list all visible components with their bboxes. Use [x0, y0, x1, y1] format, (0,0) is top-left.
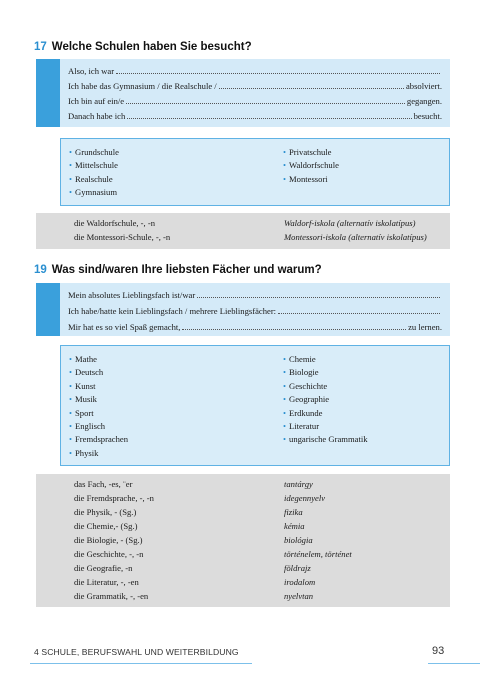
list-item: • Literatur: [283, 420, 320, 431]
sentence-end: besucht.: [413, 111, 442, 121]
list-item: • Fremdsprachen: [69, 434, 128, 445]
bullet-icon: •: [69, 394, 73, 405]
bullet-icon: •: [69, 407, 73, 418]
hungarian-translation: nyelvtan: [284, 591, 314, 601]
list-item: • Grundschule: [69, 147, 119, 157]
hungarian-translation: Montessori-iskola (alternatív iskolatípus): [284, 232, 427, 242]
blank-dots[interactable]: [219, 87, 404, 89]
list-item: • Musik: [69, 394, 97, 405]
blank-dots[interactable]: [278, 312, 440, 314]
sentence-line: [68, 303, 442, 316]
sentence-start: Ich bin auf ein/e: [68, 96, 125, 106]
hungarian-translation: tantárgy: [284, 479, 313, 489]
footer-rule: [30, 663, 252, 664]
vocab-box-19: [36, 474, 450, 607]
sentence-line: [68, 78, 442, 91]
sentence-start: Also, ich war: [68, 66, 115, 76]
bullet-icon: •: [283, 420, 287, 431]
bullet-icon: •: [283, 380, 287, 391]
section-17-title: [34, 41, 252, 53]
sentence-starters-17: [36, 59, 450, 127]
page-number: 93: [432, 645, 445, 657]
german-term: die Fremdsprache, -, -n: [74, 493, 154, 503]
bullet-icon: •: [283, 354, 287, 364]
sentence-end: gegangen.: [406, 96, 442, 106]
hungarian-translation: kémia: [284, 521, 305, 531]
list-item: • Geschichte: [283, 380, 328, 391]
vocab-row: [36, 493, 450, 506]
list-item: • Deutsch: [69, 367, 104, 378]
bullet-icon: •: [69, 434, 73, 445]
bullet-icon: •: [69, 147, 73, 157]
hungarian-translation: biológia: [284, 535, 313, 545]
bullet-icon: •: [69, 160, 73, 171]
list-item: • Erdkunde: [283, 407, 323, 418]
bullet-icon: •: [283, 434, 287, 445]
vocab-row: [36, 479, 450, 492]
blank-dots[interactable]: [127, 117, 411, 119]
sentence-start: Ich habe/hatte kein Lieblingsfach / mehrere Lieblingsfächer:: [68, 306, 277, 316]
list-item: • Gymnasium: [69, 187, 118, 198]
bullet-icon: •: [283, 394, 287, 405]
list-item: • Physik: [69, 447, 99, 458]
word-column-left: [69, 353, 128, 460]
bullet-icon: •: [69, 380, 73, 391]
sentence-start: Ich habe das Gymnasium / die Realschule /: [68, 81, 217, 91]
blank-dots[interactable]: [197, 296, 440, 298]
german-term: die Waldorfschule, -, -n: [74, 218, 156, 228]
sentence-end: zu lernen.: [408, 322, 442, 332]
german-term: die Biologie, - (Sg.): [74, 535, 143, 545]
bullet-icon: •: [69, 187, 73, 198]
sentence-line: [68, 108, 442, 121]
chapter-title: 4 SCHULE, BERUFSWAHL UND WEITERBILDUNG: [34, 647, 239, 657]
german-term: die Geschichte, -, -n: [74, 549, 144, 559]
bullet-icon: •: [283, 173, 287, 184]
vocab-row: [36, 591, 450, 604]
list-item: • Waldorfschule: [283, 160, 339, 171]
bullet-icon: •: [69, 367, 73, 378]
sentence-line: [68, 63, 442, 76]
hungarian-translation: irodalom: [284, 577, 316, 587]
german-term: die Chemie,- (Sg.): [74, 521, 138, 531]
list-item: • ungarische Grammatik: [283, 434, 368, 445]
list-item: • Englisch: [69, 420, 106, 431]
list-item: • Realschule: [69, 173, 113, 184]
word-column-left: [69, 146, 119, 200]
hungarian-translation: történelem, történet: [284, 549, 352, 559]
sentence-starters-19: [36, 283, 450, 336]
german-term: die Literatur, -, -en: [74, 577, 139, 587]
bullet-icon: •: [283, 160, 287, 171]
sentence-line: [68, 287, 442, 300]
section-heading: Welche Schulen haben Sie besucht?: [51, 41, 252, 53]
bullet-icon: •: [283, 367, 287, 378]
german-term: das Fach, -es, ¨er: [74, 479, 133, 489]
bullet-icon: •: [69, 420, 73, 431]
vocab-row: [36, 535, 450, 548]
word-box-19: [60, 345, 450, 466]
list-item: • Mittelschule: [69, 160, 118, 171]
accent-bar: [36, 59, 60, 127]
german-term: die Geografie, -n: [74, 563, 133, 573]
german-term: die Montessori-Schule, -, -n: [74, 232, 171, 242]
vocab-row: [36, 563, 450, 576]
list-item: • Montessori: [283, 173, 328, 184]
german-term: die Physik, - (Sg.): [74, 507, 137, 517]
accent-bar: [36, 283, 60, 336]
hungarian-translation: Waldorf-iskola (alternatív iskolatípus): [284, 218, 416, 228]
section-number: 19: [34, 264, 47, 276]
hungarian-translation: idegennyelv: [284, 493, 326, 503]
sentence-start: Mein absolutes Lieblingsfach ist/war: [68, 290, 196, 300]
vocab-row: [36, 507, 450, 520]
vocab-row: [36, 577, 450, 590]
footer-rule: [428, 663, 480, 664]
list-item: • Mathe: [69, 354, 97, 364]
german-term: die Grammatik, -, -en: [74, 591, 149, 601]
list-item: • Biologie: [283, 367, 319, 378]
word-column-right: [283, 353, 368, 447]
vocab-row: [36, 549, 450, 562]
section-19-title: [34, 264, 322, 276]
blank-dots[interactable]: [126, 102, 405, 104]
word-box-17: [60, 138, 450, 206]
sentence-start: Mir hat es so viel Spaß gemacht,: [68, 322, 181, 332]
sentence-start: Danach habe ich: [68, 111, 126, 121]
blank-dots[interactable]: [116, 72, 440, 74]
vocab-row: [36, 218, 450, 231]
sentence-end: absolviert.: [405, 81, 442, 91]
sentence-line: [68, 93, 442, 106]
section-heading: Was sind/waren Ihre liebsten Fächer und warum?: [51, 264, 322, 276]
list-item: • Chemie: [283, 354, 316, 364]
word-column-right: [283, 146, 339, 186]
bullet-icon: •: [69, 354, 73, 364]
bullet-icon: •: [69, 173, 73, 184]
vocab-row: [36, 232, 450, 245]
vocab-box-17: [36, 213, 450, 249]
list-item: • Sport: [69, 407, 94, 418]
blank-dots[interactable]: [182, 328, 406, 330]
sentence-line: [68, 319, 442, 332]
hungarian-translation: fizika: [284, 507, 303, 517]
bullet-icon: •: [283, 407, 287, 418]
bullet-icon: •: [283, 147, 287, 157]
list-item: • Privatschule: [283, 147, 332, 157]
list-item: • Geographie: [283, 394, 330, 405]
section-number: 17: [34, 41, 47, 53]
hungarian-translation: földrajz: [284, 563, 311, 573]
vocab-row: [36, 521, 450, 534]
list-item: • Kunst: [69, 380, 96, 391]
bullet-icon: •: [69, 447, 73, 458]
